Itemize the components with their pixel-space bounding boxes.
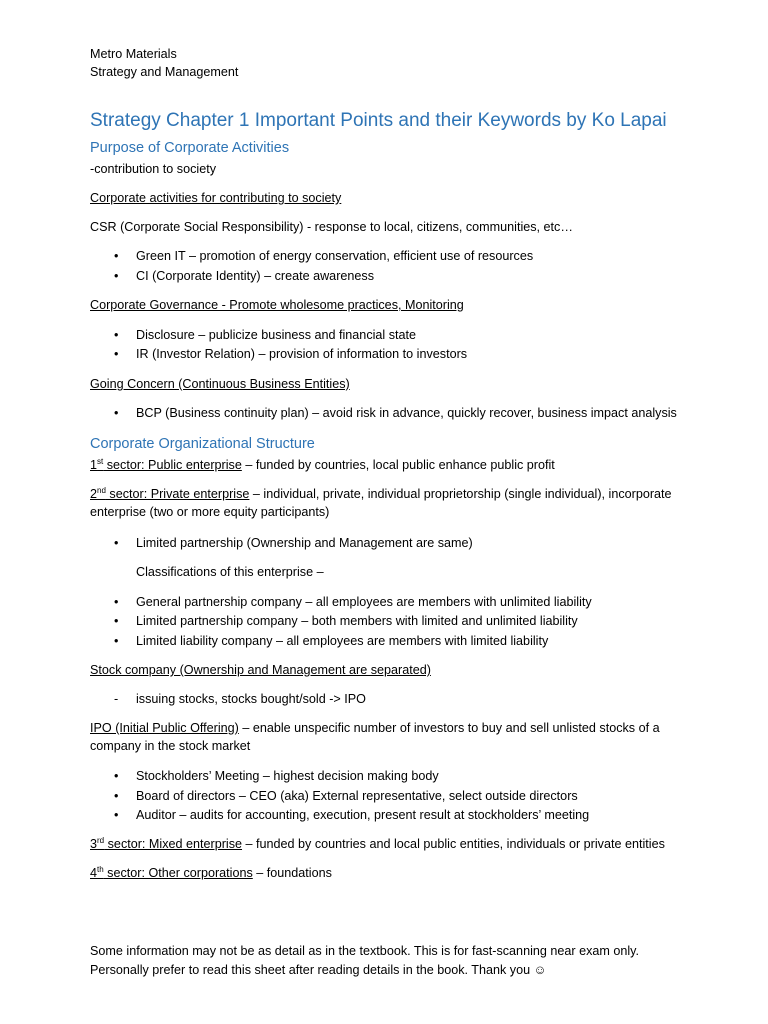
bullet-marker: • [114, 614, 119, 628]
bullet-marker: • [114, 769, 119, 783]
sector-1-description: – funded by countries, local public enhance public profit [241, 458, 555, 472]
header-line-1: Metro Materials [90, 47, 177, 61]
bullet-marker: • [114, 347, 119, 361]
section-heading-structure: Corporate Organizational Structure [90, 436, 315, 452]
dash-marker: - [114, 692, 119, 706]
sector-2-description: – individual, private, individual proprietorship (single individual), incorporate enterprise (two or more equity participants) [90, 487, 672, 519]
bullet-marker: • [114, 269, 119, 283]
sector-4-line [90, 864, 332, 882]
ipo-description: – enable unspecific number of investors to buy and sell unlisted stocks of a company in the stock market [90, 721, 660, 753]
ipo-label: IPO (Initial Public Offering) [90, 721, 239, 735]
subheading-contributing: Corporate activities for contributing to society [90, 191, 342, 205]
sector-3-description: – funded by countries and local public entities, individuals or private entities [242, 837, 665, 851]
subheading-going-concern: Going Concern (Continuous Business Entities) [90, 377, 350, 391]
bullet-marker: • [114, 595, 119, 609]
sector-4-label: 4th sector: Other corporations [90, 864, 253, 880]
section-heading-purpose: Purpose of Corporate Activities [90, 140, 290, 156]
bullet-marker: • [114, 536, 119, 550]
sector-2-label: 2nd sector: Private enterprise [90, 485, 250, 501]
purpose-intro: -contribution to society [90, 162, 216, 176]
ipo-line [90, 719, 690, 755]
subheading-governance: Corporate Governance - Promote wholesome practices, Monitoring [90, 298, 464, 312]
footer-note-line-2: Personally prefer to read this sheet after reading details in the book. Thank you ☺ [90, 963, 547, 977]
csr-text: CSR (Corporate Social Responsibility) - response to local, citizens, communities, etc… [90, 220, 573, 234]
footer-note-line-1: Some information may not be as detail as in the textbook. This is for fast-scanning near exam only. [90, 944, 640, 958]
sector-3-label: 3rd sector: Mixed enterprise [90, 835, 243, 851]
sector-1-label: 1st sector: Public enterprise [90, 456, 242, 472]
bullet-marker: • [114, 406, 119, 420]
subheading-stock-company: Stock company (Ownership and Management are separated) [90, 663, 431, 677]
bullet-marker: • [114, 789, 119, 803]
sector-4-description: – foundations [252, 866, 332, 880]
sector-3-line [90, 835, 665, 853]
header-line-2: Strategy and Management [90, 65, 239, 79]
bullet-marker: • [114, 249, 119, 263]
bullet-marker: • [114, 634, 119, 648]
sector-2-line [90, 485, 690, 521]
classifications-label: Classifications of this enterprise – [136, 565, 324, 579]
bullet-marker: • [114, 808, 119, 822]
document-title: Strategy Chapter 1 Important Points and their Keywords by Ko Lapai [90, 110, 667, 131]
sector-1-line [90, 456, 555, 474]
list-item: issuing stocks, stocks bought/sold -> IPO [136, 692, 366, 706]
bullet-marker: • [114, 328, 119, 342]
